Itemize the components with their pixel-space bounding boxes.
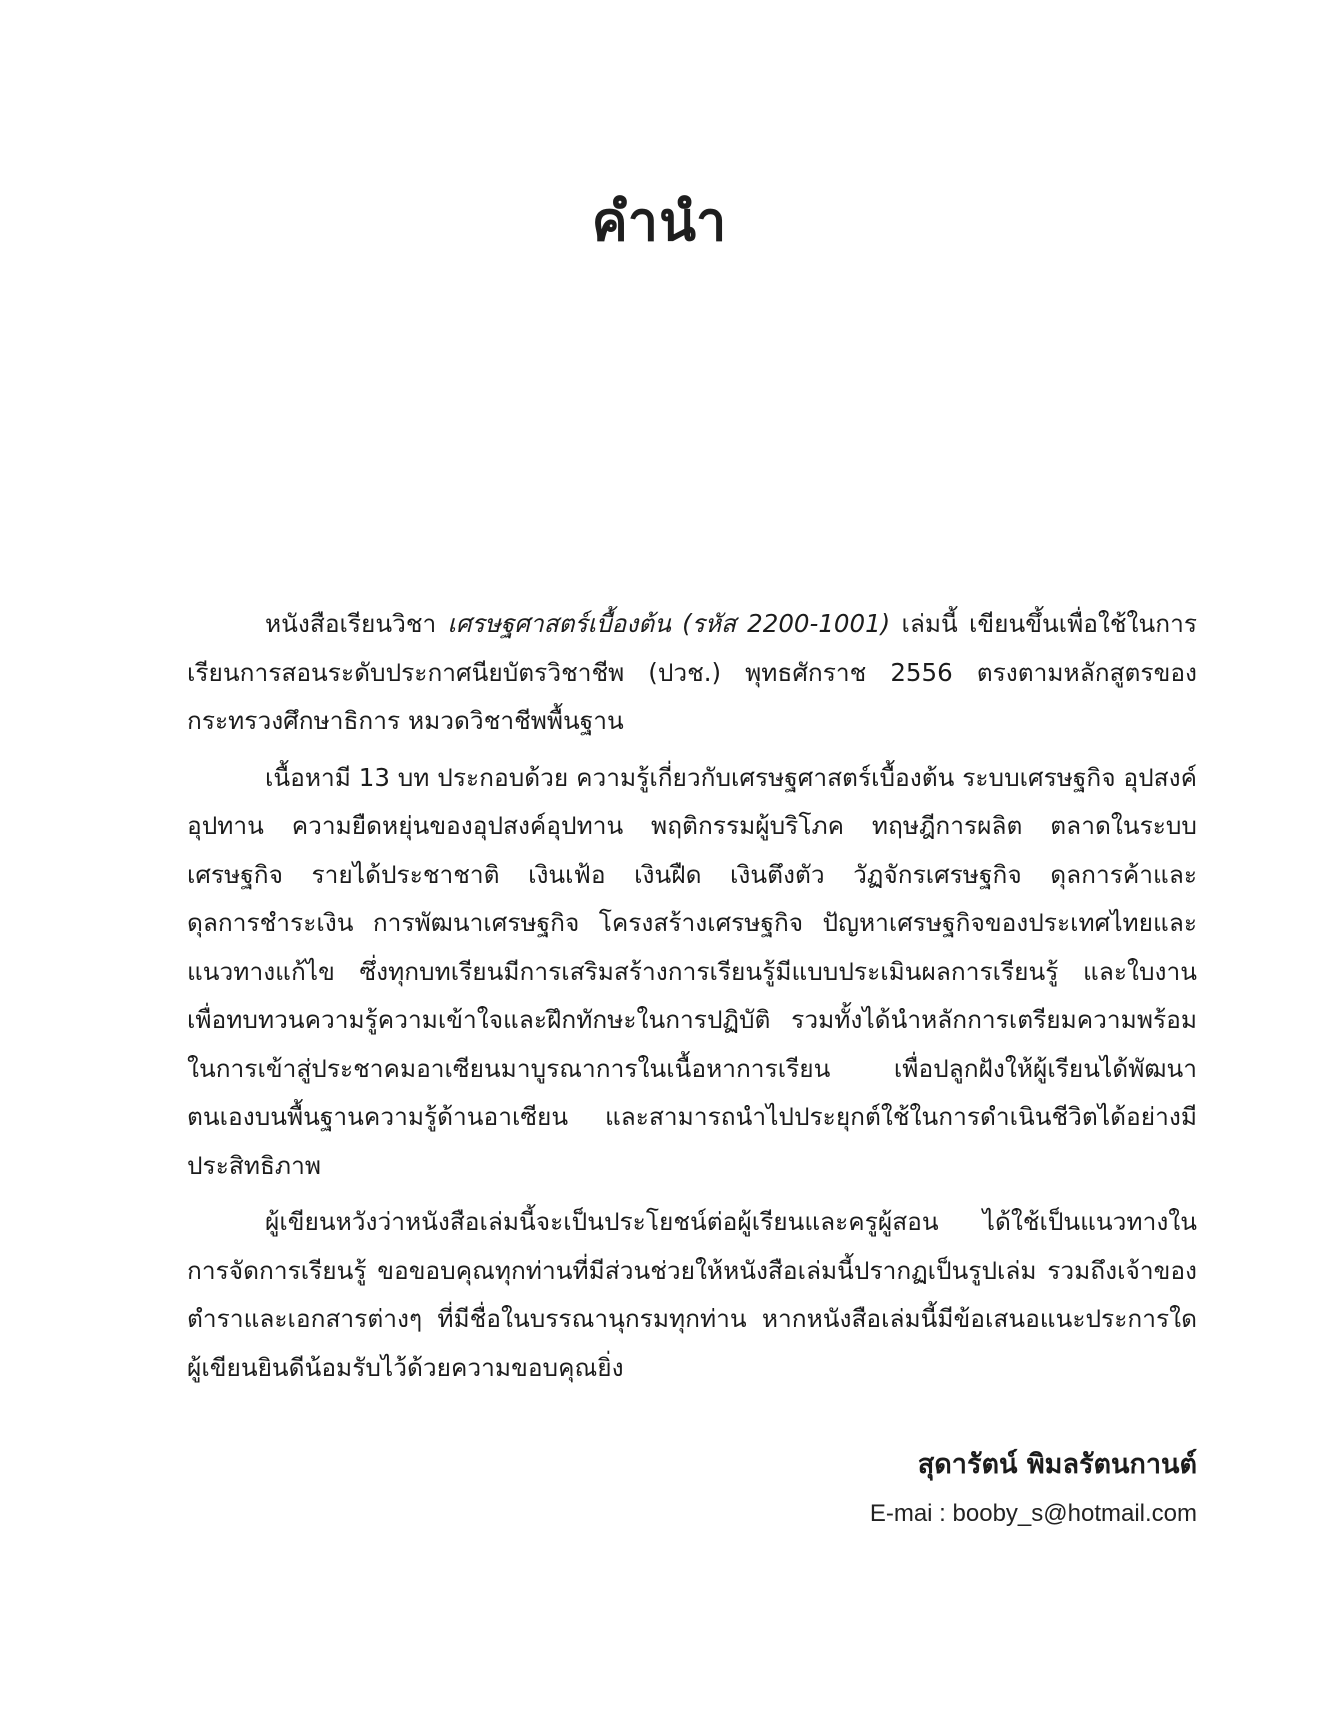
paragraph-2 xyxy=(187,754,1197,1191)
paragraph-1-text-b: เล่มนี้ เขียนขึ้นเพื่อใช้ในการเรียนการสอนระดับประกาศนียบัตรวิชาชีพ (ปวช.) พุทธศักราช 2556 ตรงตามหลักสูตรของกระทรวงศึกษาธิการ หมวดวิชาชีพพื้นฐาน xyxy=(187,609,1197,735)
author-name: สุดารัตน์ พิมลรัตนกานต์ xyxy=(917,1449,1197,1480)
page-title: คำนำ xyxy=(591,190,728,253)
author-email: E-mai : booby_s@hotmail.com xyxy=(869,1500,1197,1527)
preface-body xyxy=(187,600,1197,1400)
paragraph-2-text: เนื้อหามี 13 บท ประกอบด้วย ความรู้เกี่ยวกับเศรษฐศาสตร์เบื้องต้น ระบบเศรษฐกิจ อุปสงค์อุปทาน ความยืดหยุ่นของอุปสงค์อุปทาน พฤติกรรมผู้บริโภค ทฤษฎีการผลิต ตลาดในระบบเศรษฐกิจ รายได้ประชาชาติ เงินเฟ้อ เงินฝืด เงินตึงตัว วัฏจักรเศรษฐกิจ ดุลการค้าและดุลการชำระเงิน การพัฒนาเศรษฐกิจ โครงสร้างเศรษฐกิจ ปัญหาเศรษฐกิจของประเทศไทยและแนวทางแก้ไข ซึ่งทุกบทเรียนมีการเสริมสร้างการเรียนรู้มีแบบประเมินผลการเรียนรู้ และใบงานเพื่อทบทวนความรู้ความเข้าใจและฝึกทักษะในการปฏิบัติ รวมทั้งได้นำหลักการเตรียมความพร้อมในการเข้าสู่ประชาคมอาเซียนมาบูรณาการในเนื้อหาการเรียน เพื่อปลูกฝังให้ผู้เรียนได้พัฒนาตนเองบนพื้นฐานความรู้ด้านอาเซียน และสามารถนำไปประยุกต์ใช้ในการดำเนินชีวิตได้อย่างมีประสิทธิภาพ xyxy=(187,762,1197,1180)
course-name: เศรษฐศาสตร์เบื้องต้น (รหัส 2200-1001) xyxy=(447,609,891,638)
paragraph-1 xyxy=(187,600,1197,746)
paragraph-3-text: ผู้เขียนหวังว่าหนังสือเล่มนี้จะเป็นประโยชน์ต่อผู้เรียนและครูผู้สอน ได้ใช้เป็นแนวทางในการจัดการเรียนรู้ ขอขอบคุณทุกท่านที่มีส่วนช่วยให้หนังสือเล่มนี้ปรากฏเป็นรูปเล่ม รวมถึงเจ้าของตำราและเอกสารต่างๆ ที่มีชื่อในบรรณานุกรมทุกท่าน หากหนังสือเล่มนี้มีข้อเสนอแนะประการใด ผู้เขียนยินดีน้อมรับไว้ด้วยความขอบคุณยิ่ง xyxy=(187,1207,1197,1382)
paragraph-3 xyxy=(187,1198,1197,1392)
paragraph-1-text-a: หนังสือเรียนวิชา xyxy=(265,609,448,638)
